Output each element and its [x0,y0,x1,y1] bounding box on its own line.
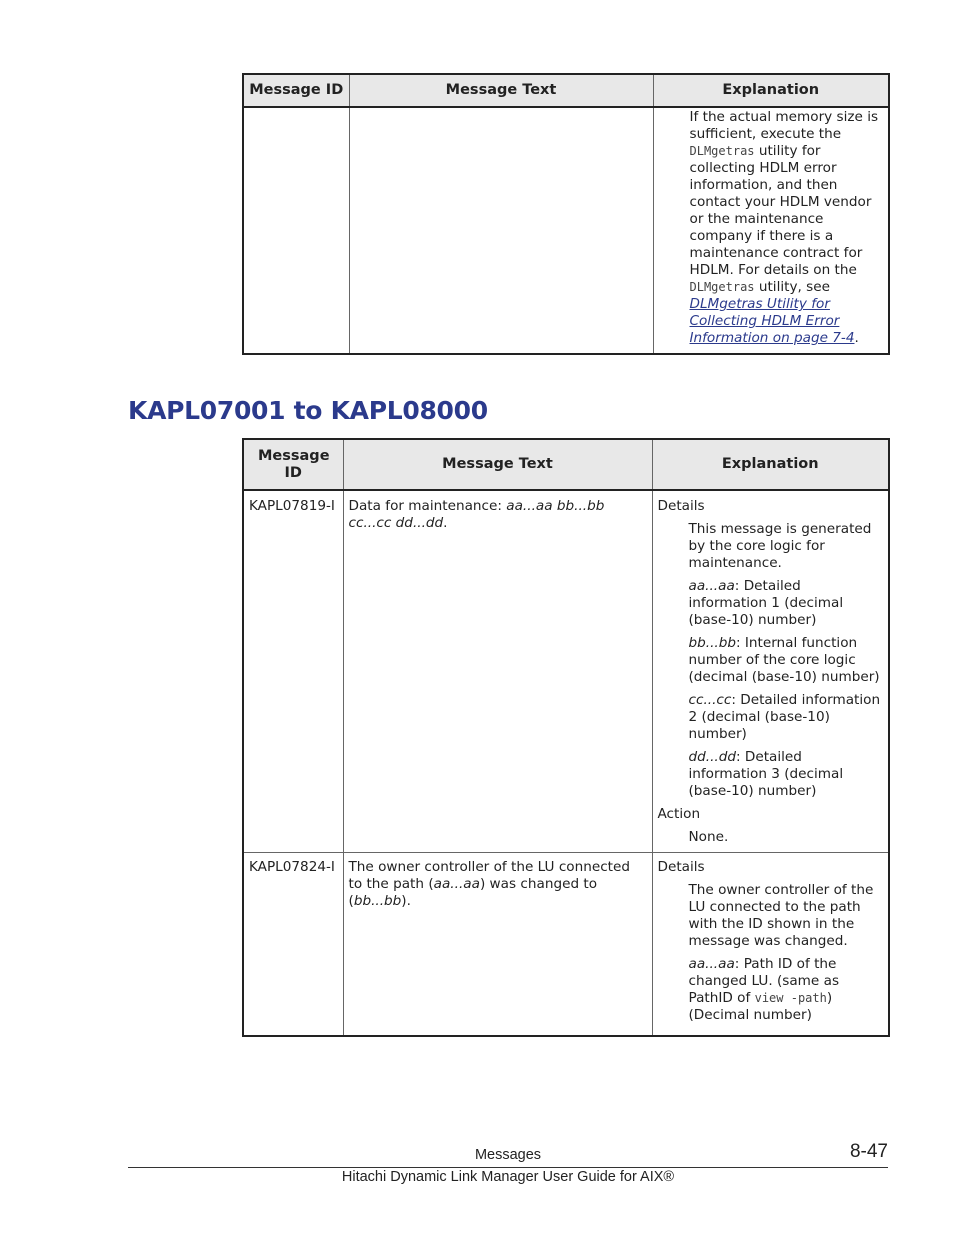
section-heading: KAPL07001 to KAPL08000 [128,396,488,425]
detail-item: bb...bb: Internal function number of the core logic (decimal (base-10) number) [688,635,880,685]
details-intro: The owner controller of the LU connected to the path with the ID shown in the message was changed. [688,882,874,949]
dlmgetras-utility-link[interactable]: DLMgetras Utility for Collecting HDLM Error Information on page 7-4 [689,296,855,346]
continued-explanation-cell [653,107,889,354]
table-row [243,853,889,1037]
explanation-cell [652,853,889,1037]
details-intro: This message is generated by the core logic for maintenance. [688,521,872,571]
action-text: None. [688,829,729,845]
detail-item: aa...aa: Detailed information 1 (decimal (base-10) number) [688,578,844,628]
footer-divider [128,1167,888,1168]
footer-guide-title: Hitachi Dynamic Link Manager User Guide for AIX® [341,1169,675,1185]
header-message-text: Message Text [349,74,653,107]
detail-item: cc...cc: Detailed information 2 (decimal (base-10) number) [688,692,881,742]
details-label: Details [657,498,705,514]
message-text-cell: The owner controller of the LU connected to the path (aa...aa) was changed to (bb...bb). [343,853,652,1037]
message-id-cell: KAPL07824-I [243,853,343,1037]
continued-message-table [242,73,890,355]
detail-item: aa...aa: Path ID of the changed LU. (same as PathID of view -path) (Decimal number) [688,956,840,1023]
details-label: Details [657,859,705,875]
message-text-cell: Data for maintenance: aa...aa bb...bb cc...cc dd...dd. [343,490,652,853]
header-message-id: Message ID [243,74,349,107]
dlmgetras-command: DLMgetras [689,280,755,294]
message-id-cell: KAPL07819-I [243,490,343,853]
action-label: Action [657,806,701,822]
message-table [242,438,890,1037]
page-number: 8-47 [849,1141,888,1162]
header-explanation: Explanation [652,439,889,490]
continued-explanation-paragraph: If the actual memory size is sufficient, execute the DLMgetras utility for collecting HDLM error information, and then contact your HDLM vendor or the maintenance company if there is a maintenance contract for HDLM. For details on the DLMgetras utility, see DLMgetras Utility for Collecting HDLM Error Information on page 7-4. [689,109,879,346]
detail-item: dd...dd: Detailed information 3 (decimal (base-10) number) [688,749,844,799]
explanation-cell [652,490,889,853]
continued-id-cell [243,107,349,354]
header-explanation: Explanation [653,74,889,107]
header-message-id: Message ID [243,439,343,490]
footer-section-name: Messages [474,1147,542,1163]
header-message-text: Message Text [343,439,652,490]
table-row [243,490,889,853]
dlmgetras-command: DLMgetras [689,144,755,158]
view-path-command: view -path [754,991,827,1005]
continued-text-cell [349,107,653,354]
